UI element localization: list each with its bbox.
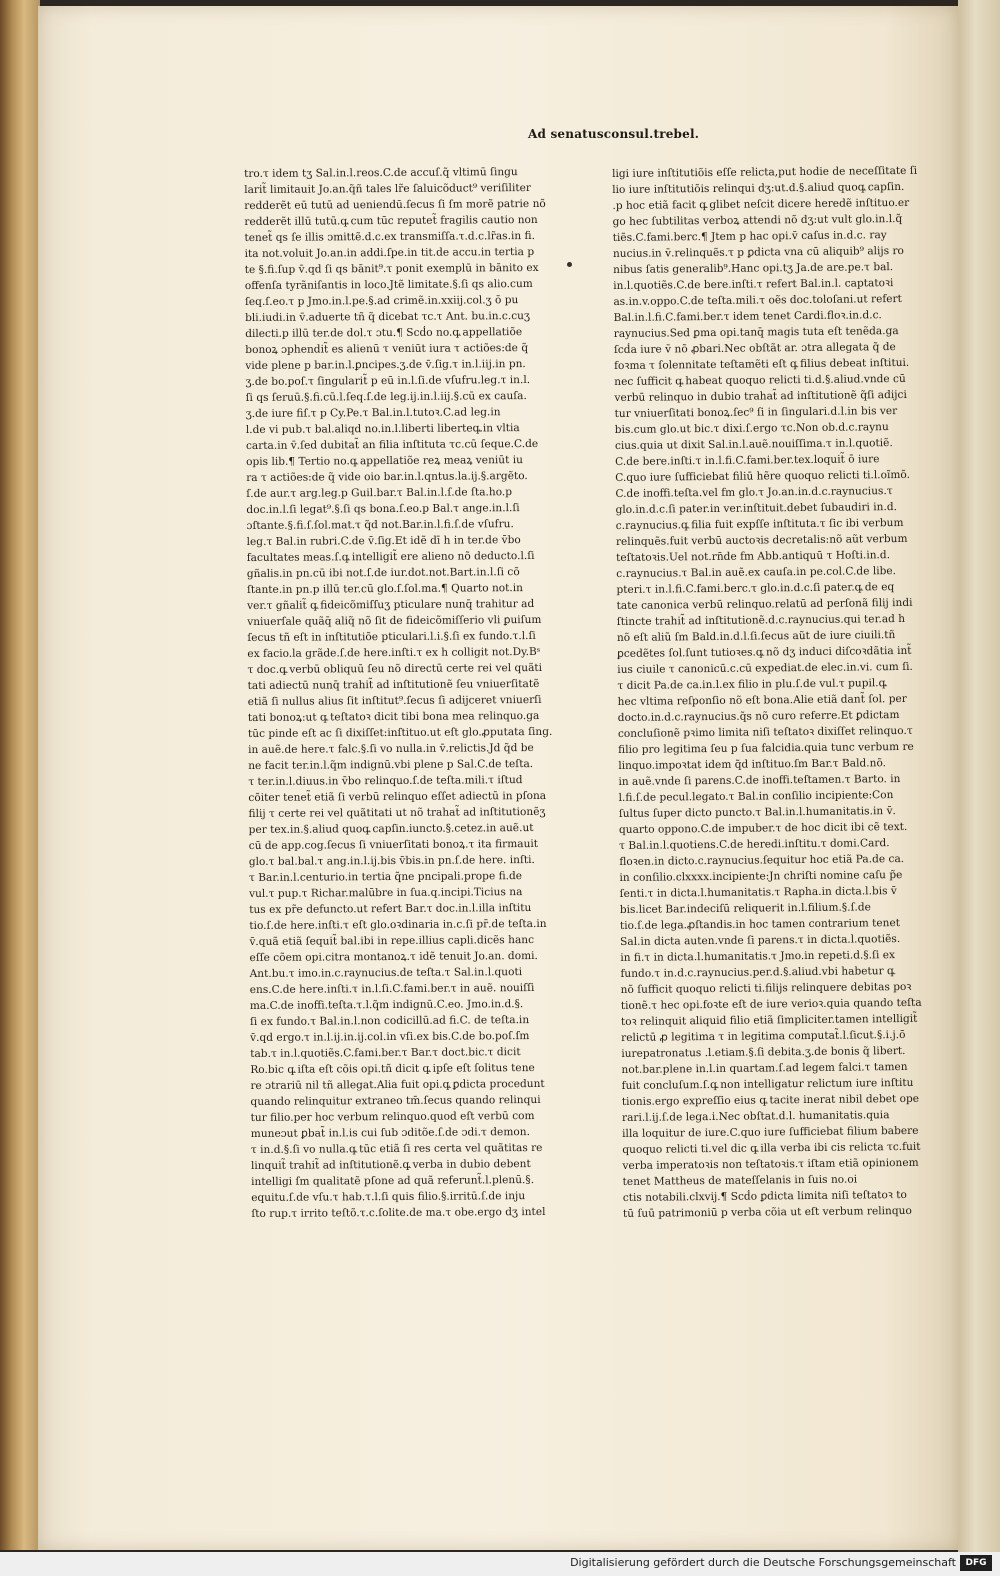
text-line: cū de app.cog.ſecus ſi vniuerſitati bonoꝝ.τ ita firmauit bbox=[248, 837, 539, 852]
text-line: nucius.in v̄.relinquẽs.τ p ꝑdicta vna cū aliquib⁹ alijs ro bbox=[612, 244, 904, 260]
text-line: linquo.impoꝛtat idem q̃d inſtituo.ſm Bar.τ Bald.nõ. bbox=[618, 757, 887, 772]
text-line: ne facit ter.in.l.q̃m indignū.vbi plene p Sal.C.de teſta. bbox=[248, 757, 534, 772]
text-line: ens.C.de here.inſti.τ in.l.ſi.C.fami.ber.τ in auẽ. nouiſſi bbox=[249, 981, 535, 996]
text-line: verbū relinquo in dubio trahat̃ ad inſtitutionẽ q̃ſi adijci bbox=[614, 388, 907, 404]
text-line: floꝛen.in dicto.c.raynucius.ſequitur hoc etiã Pa.de ca. bbox=[619, 852, 905, 868]
text-line: nõ ſufficit quoquo relicti ti.filijs relinquere debitas poꝛ bbox=[620, 980, 912, 996]
text-line: vide plene p bar.in.l.ꝑncipes.ʒ.de v̄.ſig.τ in.l.iij.in pn. bbox=[245, 358, 526, 372]
text-line: tro.τ idem tʒ Sal.in.l.reos.C.de accuſ.q̃ vltimū ſingu bbox=[244, 166, 518, 180]
text-line: vniuerſale quãq̄ aliq̃ nõ ſit de fideicõmiſſerio vli ꝑuiſum bbox=[247, 613, 542, 628]
text-line: l.fi.ſ.de pecul.legato.τ Bal.in conſilio incipiente:Con bbox=[618, 789, 894, 804]
text-line: tio.ſ.de here.inſti.τ eſt glo.oꝛdinaria in.c.ſi pr̄.de teſta.in bbox=[249, 917, 547, 932]
text-line: te §.fi.ſup v̄.qd ſi qs bānit⁹.τ ponit exemplū in bānito ex bbox=[244, 261, 539, 276]
text-line: ſtincte trahit̃ ad inſtitutionẽ.d.c.raynucius.qui ter.ad h bbox=[616, 612, 906, 628]
text-line: docto.in.d.c.raynucius.q̃s nõ curo referre.Et ꝑdictam bbox=[617, 709, 900, 724]
text-line: etiã ſi nullus alius ſit inſtitut⁹.ſecus ſi adijceret vniuerſi bbox=[247, 693, 542, 708]
text-line: .p hoc etiã facit q꜡ glibet neſcit dicere heredẽ inſtituo.er bbox=[612, 196, 910, 212]
text-line: redderẽt eū tutū ad ueniendū.ſecus ſi ſm morẽ patrie nõ bbox=[244, 197, 546, 212]
text-line: in auẽ.de here.τ falc.§.ſi vo nulla.in v̄.relictis.Jd q̃d be bbox=[248, 741, 534, 756]
text-line: teſtatoꝛis.Uel not.rn̄de fm Abb.antiquū τ Hoſti.in.d. bbox=[616, 549, 891, 564]
text-line: cius.quia ut dixit Sal.in.l.auẽ.nouiſſima.τ in.l.quotiẽ. bbox=[614, 437, 893, 452]
text-line: ɔſtante.§.fi.ſ.ſol.mat.τ q̃d not.Bar.in.l.fi.ſ.de vſufru. bbox=[246, 518, 514, 532]
text-line: verba imperatoꝛis non teſtatoꝛis.τ iſtam etiã opinionem bbox=[622, 1156, 919, 1172]
text-line: gñalis.in pn.cū ibi not.ſ.de iur.dot.not.Bart.in.l.ſi cõ bbox=[246, 566, 520, 580]
text-line: bis.cum glo.ut bic.τ dixi.ſ.ergo τc.Non ob.d.c.raynu bbox=[614, 421, 889, 436]
text-line: ligi iure inſtitutiõis eſſe relicta,put hodie de neceſſitate ſi bbox=[612, 164, 918, 180]
text-line: tati adiectū nunq̄ trahit̃ ad inſtitutionẽ ſeu vniuerſitatẽ bbox=[247, 677, 540, 692]
text-line: c.raynucius.τ Bal.in auẽ.ex cauſa.in pe.col.C.de libe. bbox=[616, 565, 897, 580]
text-line: intelligi ſm qualitatẽ pſone ad quã referunt̃.l.plenū.§. bbox=[251, 1173, 535, 1188]
text-line: ſi ex fundo.τ Bal.in.l.non codicillū.ad fi.C. de teſta.in bbox=[249, 1014, 530, 1028]
text-line: toꝛ relinquit aliquid filio etiã ſimpliciter.tamen intelligit̃ bbox=[620, 1012, 918, 1028]
text-line: τ ter.in.l.diuus.in v̄bo relinquo.ſ.de teſta.mili.τ iſtud bbox=[248, 774, 523, 788]
text-line: redderẽt illū tutū.q꜡ cum tūc reputet̃ fragilis cautio non bbox=[244, 213, 538, 228]
facing-page-edge bbox=[958, 0, 1000, 1552]
text-line: in fi.τ in dicta.l.humanitatis.τ Jmo.in repeti.d.§.ſi ex bbox=[620, 949, 895, 964]
dfg-logo: DFG bbox=[960, 1555, 992, 1571]
text-line: tionis.ergo expreſſio eius q꜡ tacite inerat nibil debet ope bbox=[621, 1092, 920, 1108]
digitization-footer bbox=[0, 1552, 1000, 1576]
text-line: foꝛma τ ſolennitate teſtamẽti eſt q꜡ filius debeat inſtitui. bbox=[614, 356, 910, 372]
text-line: quoquo relicti ti.vel dic q꜡ illa verba ibi cis relicta τc.fuit bbox=[622, 1140, 921, 1156]
text-line: in.l.quotiẽs.C.de bere.inſti.τ refert Bal.in.l. captatoꝛi bbox=[613, 277, 894, 292]
text-line: C.quo iure ſufficiebat filiū hẽre quoquo relicti ti.l.oĩmõ. bbox=[615, 468, 911, 484]
text-line: larit̃ limitauit Jo.an.q̃ñ tales lr̃e ſaluicõduct⁹ veriſiliter bbox=[244, 181, 531, 196]
text-line: tati bonoꝝ:ut q꜡ teſtatoꝛ dicit tibi bona mea relinquo.ga bbox=[247, 709, 540, 724]
text-line: Bal.in.l.fi.C.fami.ber.τ idem tenet Cardi.floꝛ.in.d.c. bbox=[613, 309, 882, 324]
text-line: equitu.ſ.de vſu.τ hab.τ.l.ſi quis filio.§.irritū.ſ.de inju bbox=[251, 1190, 526, 1204]
ink-mark bbox=[567, 262, 572, 267]
text-line: rari.l.ij.ſ.de lega.i.Nec obſtat.d.l. humanitatis.quia bbox=[621, 1109, 890, 1124]
text-line: v̄.quã etiã ſequit̃ bal.ibi in repe.illius capli.dicẽs hanc bbox=[249, 933, 535, 948]
text-line: fuit concluſum.ſ.q꜡ non intelligatur relictum iure inſtitu bbox=[621, 1076, 914, 1092]
text-line: linquit̃ trahit̃ ad inſtitutionẽ.q꜡ verba in dubio debent bbox=[250, 1158, 531, 1172]
text-line: in conſilio.clxxxx.incipiente:Jn chriſti nomine caſu p̃e bbox=[619, 868, 903, 884]
text-line: hec vltima reſponſio nõ eſt bona.Alie etiã dant̃ ſol. per bbox=[617, 692, 907, 708]
text-line: leg.τ Bal.in rubri.C.de v̄.ſig.Et idẽ dī h in ter.de v̄bo bbox=[246, 534, 521, 548]
text-line: nibus ſatis generalib⁹.Hanc opi.tʒ Ja.de are.pe.τ bal. bbox=[613, 261, 894, 276]
text-line: ſeq.ſ.eo.τ p Jmo.in.l.pe.§.ad crimẽ.in.xxiij.col.ʒ ō pu bbox=[244, 294, 519, 308]
text-line: doc.in.l.ſi legat⁹.§.ſi qs bona.ſ.eo.p Bal.τ ange.in.l.ſi bbox=[246, 502, 520, 516]
text-line: nec ſufficit q꜡ habeat quoquo relicti ti.d.§.aliud.vnde cū bbox=[614, 372, 906, 388]
text-line: facultates meas.ſ.q꜡ intelligit̃ ere alieno nõ deducto.l.ſi bbox=[246, 549, 535, 564]
text-line: ſi qs ſeruū.§.fi.cū.l.ſeq.ſ.de leg.ij.in.l.iij.§.cū ex cauſa. bbox=[245, 390, 527, 404]
right-text-column bbox=[612, 163, 958, 1266]
text-line: ʒ.de iure fiſ.τ p Cy.Pe.τ Bal.in.l.tutoꝛ.C.ad leg.in bbox=[245, 406, 501, 420]
text-line: go hec ſubtilitas verboꝝ attendi nõ dʒ:ut vult glo.in.l.q̃ bbox=[612, 212, 903, 228]
text-line: offenſa tyrãniſantis in loco.Jtẽ limitate.§.ſi qs alio.cum bbox=[244, 277, 533, 292]
text-line: ſecus tñ eſt in inſtitutiõe pticulari.l.i.§.ſi ex fundo.τ.l.ſi bbox=[247, 629, 536, 644]
text-line: C.de bere.inſti.τ in.l.fi.C.fami.ber.tex.loquit̃ ō iure bbox=[615, 453, 880, 468]
text-line: tab.τ in.l.quotiẽs.C.fami.ber.τ Bar.τ doct.bic.τ dicit bbox=[250, 1046, 521, 1060]
text-line: not.bar.plene in.l.in quartam.ſ.ad legem falci.τ tamen bbox=[621, 1060, 908, 1076]
text-line: τ doc.q꜡ verbū obliquū ſeu nõ directū certe rei vel quãti bbox=[247, 661, 543, 676]
text-line: filij τ certe rei vel quãtitati ut nõ trahat̃ ad inſtitutionẽʒ bbox=[248, 805, 546, 820]
text-line: cõiter tenet̃ etiã ſi verbū relinquo eſſet adiectū in pſona bbox=[248, 789, 547, 804]
text-line: tur filio.per hoc verbum relinquo.quod eſt verbū com bbox=[250, 1109, 535, 1124]
text-line: per tex.in.§.aliud quoq꜡ capſin.iuncto.§.cetez.in auẽ.ut bbox=[248, 821, 534, 836]
text-line: v̄.qd ergo.τ in.l.ij.in.ij.col.in vſi.ex bis.C.de bo.poſ.ſm bbox=[250, 1030, 530, 1044]
text-line: bli.iudi.in v̄.aduerte tñ q̃ dicebat τc.τ Ant. bu.in.c.cuʒ bbox=[245, 310, 530, 324]
text-line: ita not.voluit Jo.an.in addi.ſpe.in tit.de accu.in tertia p bbox=[244, 245, 535, 260]
text-line: ctis notabili.clxvij.¶ Scḋo ꝑdicta limita niſi teſtatoꝛ to bbox=[622, 1188, 907, 1204]
text-line: Ant.bu.τ imo.in.c.raynucius.de teſta.τ Sal.in.l.quoti bbox=[249, 966, 523, 980]
text-line: relinquẽs.fuit verbū auctoꝛis decretalis:nõ aũt verbum bbox=[615, 532, 908, 548]
running-head: Ad senatusconsul.trebel. bbox=[528, 127, 700, 141]
text-line: tiẽs.C.fami.berc.¶ Jtem p hac opi.v̄ caſus in.d.c. ray bbox=[612, 229, 887, 244]
text-line: quando relinquitur extraneo tm̄.ſecus quando relinqui bbox=[250, 1093, 541, 1108]
text-line: ſ.de aur.τ arg.leg.p Guil.bar.τ Bal.in.l.ſ.de ſta.ho.p bbox=[246, 486, 513, 500]
text-line: tur vniuerſitati bonoꝝ.ſec⁹ ſi in ſingulari.d.l.in bis ver bbox=[614, 405, 898, 420]
footer-credit: Digitalisierung gefördert durch die Deutsche Forschungsgemeinschaft bbox=[570, 1556, 956, 1569]
text-line: tionẽ.τ hec opi.foꝛte eſt de iure verioꝛ.quia quando teſta bbox=[620, 996, 922, 1012]
text-line: relictū ꝓ legitima τ in legitima computat̃.l.ſicut.§.i.j.ō bbox=[621, 1028, 906, 1044]
text-line: Ro.bic q꜡ iſta eſt cõis opi.tñ dicit q꜡ ipſe eſt ſolitus tene bbox=[250, 1061, 535, 1076]
left-text-column bbox=[244, 164, 574, 1246]
text-line: eſſe cõem opi.citra montanoꝝ.τ idẽ tenuit Jo.an. domi. bbox=[249, 949, 538, 964]
text-line: glo.τ bal.bal.τ ang.in.l.ij.bis v̄bis.in pn.ſ.de here. inſti. bbox=[248, 853, 535, 868]
text-line: τ Bal.in.l.quotiens.C.de heredi.inſtitu.τ domi.Card. bbox=[619, 837, 890, 852]
text-line: concluſionẽ pꝛimo limita niſi teſtatoꝛ dixiſſet relinquo.τ bbox=[617, 724, 913, 740]
text-line: in auẽ.vnde ſi parens.C.de inoffi.teſtamen.τ Barto. in bbox=[618, 773, 901, 788]
text-line: c.raynucius.q꜡ filia fuit expſſe inſtituta.τ ſic ibi verbum bbox=[615, 516, 904, 532]
text-line: τ in.d.§.ſi vo nulla.q꜡ tūc etiã ſi res certa vel quãtitas re bbox=[250, 1141, 543, 1156]
text-line: tenet Mattheus de mateſſelanis in ſuis no.oi bbox=[622, 1173, 858, 1188]
book-edge-left bbox=[0, 0, 40, 1550]
text-line: ſenti.τ in dicta.l.humanitatis.τ Rapha.in dicta.l.bis v̄ bbox=[619, 885, 897, 900]
text-line: ſtante.in pn.p illū ter.cū glo.ſ.ſol.ma.¶ Quarto not.in bbox=[246, 582, 524, 596]
text-line: raynucius.Sed ꝑma opi.tanq̄ magis tuta eſt tenẽda.ga bbox=[613, 325, 899, 340]
text-line: muneɔut ꝑbat̃ in.l.is cui ſub ɔditõe.ſ.de ɔdi.τ demon. bbox=[250, 1126, 530, 1140]
text-line: pteri.τ in.l.fi.C.fami.berc.τ glo.in.d.c.ſi pater.q꜡ de eq bbox=[616, 581, 895, 596]
text-line: ver.τ gñalit̃ q꜡ fideicõmiſſuʒ pticulare nunq̄ trahitur ad bbox=[247, 597, 535, 612]
text-line: quarto oppono.C.de impuber.τ de hoc dicit ibi cẽ text. bbox=[618, 820, 908, 836]
text-line: l.de vi pub.τ bal.aliqd no.in.l.liberti liberteq꜡.in vltia bbox=[245, 422, 520, 436]
text-line: tū ſuū patrimoniū p verba cõia ut eſt verbum relinquo bbox=[622, 1204, 912, 1220]
text-line: τ Bar.in.l.centurio.in tertia q̃ne pncipali.prope fi.de bbox=[248, 870, 523, 884]
text-line: iurepatronatus .l.etiam.§.ſi debita.ʒ.de bonis q̃ libert. bbox=[621, 1044, 906, 1060]
text-line: carta.in v̄.ſed dubitat̃ an filia inſtituta τc.cū ſeque.C.de bbox=[245, 437, 539, 452]
text-line: ius ciuile τ canonicū.c.cū expediat.de elec.in.vi. cum ſi. bbox=[617, 660, 913, 676]
text-line: ʒ.de bo.poſ.τ ſingularit̃ p eū in.l.ſi.de vſufru.leg.τ in.l. bbox=[245, 374, 531, 388]
text-line: lio iure inſtitutiõis relinqui dʒ:ut.d.§.aliud quoq꜡ capſin. bbox=[612, 180, 905, 196]
text-line: ra τ actiões:de q̃ vide oio bar.in.l.qntus.la.ij.§.argẽto. bbox=[246, 470, 528, 484]
text-line: glo.in.d.c.ſi pater.in ver.inſtituit.debet ſubaudiri in.d. bbox=[615, 501, 898, 516]
text-line: ꝑcedẽtes ſol.ſunt tutioꝛes.q꜡ nõ dʒ induci diſcoꝛdãtia int̃ bbox=[617, 644, 912, 660]
text-line: ſcḋa iure v̄ nõ ꝓbari.Nec obſtãt ar. ɔtra allegata q̃ de bbox=[613, 341, 896, 356]
text-line: bis.licet Bar.indeciſū reliquerit in.l.filium.§.ſ.de bbox=[619, 901, 871, 916]
text-line: bonoꝝ ɔphendit̃ es alienū τ veniūt iura τ actiões:de q̃ bbox=[245, 342, 529, 356]
text-line: tūc pinde eſt ac ſi dixiſſet:inſtituo.ut eſt glo.ꝓputata ſing. bbox=[247, 725, 553, 740]
text-line: Sal.in dicta auten.vnde ſi parens.τ in dicta.l.quotiẽs. bbox=[620, 933, 901, 948]
text-line: re ɔtrariū nil tñ allegat.Alia fuit opi.q꜡ ꝑdicta procedunt bbox=[250, 1077, 545, 1092]
text-line: fundo.τ in.d.c.raynucius.per.d.§.aliud.vbi habetur q꜡ bbox=[620, 965, 894, 980]
text-line: tio.ſ.de lega.ꝓſtandis.in hoc tamen contrarium tenet bbox=[619, 917, 901, 932]
text-line: ex facio.la grãde.ſ.de here.inſti.τ ex h colligit not.Dy.Bˢ bbox=[247, 645, 541, 660]
text-line: illa loquitur de iure.C.quo iure ſufficiebat filium babere bbox=[622, 1124, 919, 1140]
text-line: as.in.v.oppo.C.de teſta.mili.τ oẽs doc.toloſani.ut refert bbox=[613, 292, 902, 308]
text-line: ſto rup.τ irrito teſtõ.τ.c.ſolite.de ma.τ obe.ergo dʒ intel bbox=[251, 1205, 546, 1220]
text-line: nõ eſt aliũ ſm Bald.in.d.l.ſi.ſecus aũt de iure ciuili.tñ bbox=[616, 629, 896, 644]
text-line: filio pro legitima ſeu p ſua falcidia.quia tunc verbum re bbox=[618, 740, 914, 756]
text-line: tus ex pr̃e defuncto.ut refert Bar.τ doc.in.l.illa inſtitu bbox=[249, 902, 532, 916]
text-line: C.de inoffi.teſta.vel fm glo.τ Jo.an.in.d.c.raynucius.τ bbox=[615, 485, 893, 500]
text-line: ſultus ſuper dicto puncto.τ Bal.in.l.humanitatis.in v̄. bbox=[618, 805, 896, 820]
text-line: opis lib.¶ Tertio no.q꜡ appellatiõe reꝝ meaꝝ veniūt iu bbox=[246, 454, 523, 468]
text-line: tenet̃ qs ſe illis ɔmittẽ.d.c.ex transmiſſa.τ.d.c.lr̃as.in fi. bbox=[244, 229, 535, 244]
text-line: tate canonica verbū relinquo.relatū ad perſonã filij indi bbox=[616, 596, 913, 612]
text-line: vul.τ pup.τ Richar.malūbre in ſua.q.incipi.Ticius na bbox=[249, 886, 523, 900]
text-line: dilecti.p illū ter.de dol.τ ɔtu.¶ Scḋo no.q꜡ appellatiõe bbox=[245, 326, 523, 340]
text-line: τ dicit Pa.de ca.in.l.ex filio in plu.ſ.de vul.τ pupil.q꜡ bbox=[617, 677, 886, 692]
text-line: ma.C.de inoffi.teſta.τ.l.q̃m indignū.C.eo. Jmo.in.d.§. bbox=[249, 998, 524, 1012]
